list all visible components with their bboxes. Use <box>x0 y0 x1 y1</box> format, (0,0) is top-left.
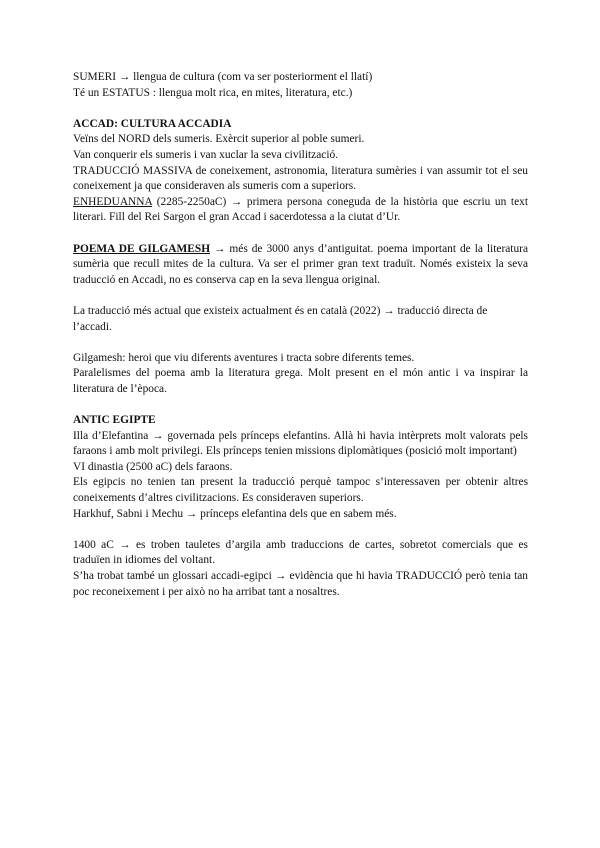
spacer <box>73 288 528 304</box>
gilgamesh-paragraph-1 <box>73 242 528 289</box>
sumeri-line-2: Té un ESTATUS : llengua molt rica, en mites, literatura, etc.) <box>73 86 353 99</box>
egipte-paragraph-3: Els egipcis no tenien tan present la traducció perquè tampoc s’interessaven per obtenir altres coneixements d’altres civilitzacions. Es consideraven superiors. <box>73 476 528 505</box>
egipte-paragraph-6: S’ha trobat també un glossari accadi-egipci → evidència que hi havia TRADUCCIÓ però tenia tan poc reconeixement i per això no ha arribat tant a nosaltres. <box>73 570 528 598</box>
gilgamesh-paragraph-4: Paralelismes del poema amb la literatura grega. Molt present en el món antic i va inspirar la literatura de l’època. <box>73 367 528 395</box>
gilgamesh-title: POEMA DE GILGAMESH <box>73 242 211 255</box>
spacer <box>73 335 528 351</box>
accad-heading: ACCAD: CULTURA ACCADIA <box>73 117 232 130</box>
egipte-paragraph-2: VI dinastia (2500 aC) dels faraons. <box>73 460 233 473</box>
accad-paragraph-2: Van conquerir els sumeris i van xuclar la seva civilització. <box>73 148 339 161</box>
spacer <box>73 397 528 413</box>
spacer <box>73 226 528 242</box>
enheduanna-name: ENHEDUANNA <box>73 195 153 208</box>
egipte-paragraph-1: Illa d’Elefantina → governada pels prínceps elefantins. Allà hi havia intèrprets molt valorats pels faraons i amb molt privilegi. Els prínceps tenien missions diplomàtiques (posició molt important) <box>73 429 528 458</box>
spacer <box>73 101 528 117</box>
accad-paragraph-1: Veïns del NORD dels sumeris. Exèrcit superior al poble sumeri. <box>73 133 365 146</box>
enheduanna-paragraph <box>73 195 528 226</box>
gilgamesh-paragraph-3: Gilgamesh: heroi que viu diferents aventures i tracta sobre diferents temes. <box>73 351 415 364</box>
gilgamesh-text: → més de 3000 anys d’antiguitat. poema important de la literatura sumèria que recull mites de la cultura. Va ser el primer gran text traduït. Només existeix la seva traducció en Accadi, no es conserva cap en la seva llengua original. <box>73 242 528 286</box>
gilgamesh-paragraph-2: La traducció més actual que existeix actualment és en català (2022) → traducció directa de l’accadi. <box>73 304 488 333</box>
spacer <box>73 522 528 538</box>
egipte-paragraph-4: Harkhuf, Sabni i Mechu → prínceps elefantina dels que en sabem més. <box>73 507 397 520</box>
sumeri-line-1: SUMERI → llengua de cultura (com va ser posteriorment el llatí) <box>73 71 373 83</box>
egipte-paragraph-5: 1400 aC → es troben tauletes d’argila amb traduccions de cartes, sobretot comercials que es traduïen in idiomes del voltant. <box>73 538 528 567</box>
document-page <box>73 70 528 600</box>
egipte-heading: ANTIC EGIPTE <box>73 414 156 427</box>
accad-paragraph-3: TRADUCCIÓ MASSIVA de coneixement, astronomia, literatura sumèries i van assumir tot el seu coneixement ja que consideraven als sumeris com a superiors. <box>73 164 528 193</box>
enheduanna-text: (2285-2250aC) → primera persona coneguda de la història que escriu un text literari. Fill del Rei Sargon el gran Accad i sacerdotessa a la ciutat d’Ur. <box>73 195 528 224</box>
